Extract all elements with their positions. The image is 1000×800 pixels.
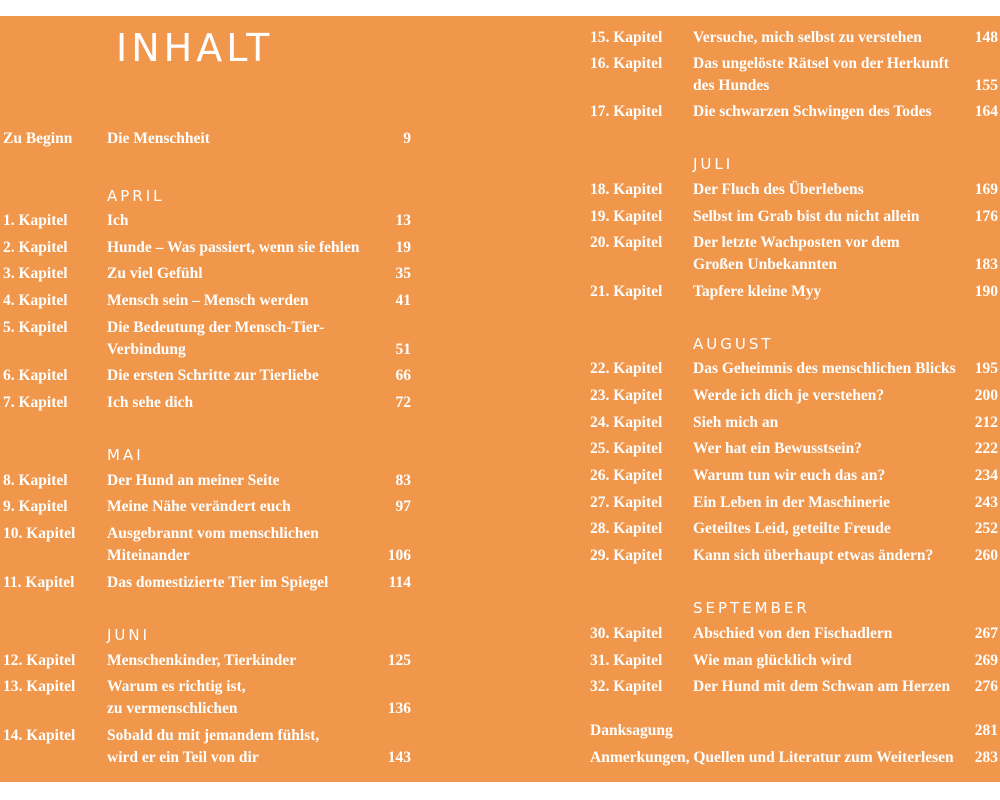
entry-title: Die Menschheit [107,130,210,147]
entry-title: Mensch sein – Mensch werden [107,292,309,309]
entry-label: 16. Kapitel [590,55,663,72]
entry-label: 13. Kapitel [3,678,76,695]
entry-title: Die Bedeutung der Mensch-Tier- [107,319,325,336]
entry-title: Versuche, mich selbst zu verstehen [693,29,922,46]
entry-label: 5. Kapitel [3,319,68,336]
entry-title: Der letzte Wachposten vor dem [693,234,900,251]
section-heading-mai: MAI [107,446,144,464]
entry-label: 31. Kapitel [590,652,663,669]
entry-title: Der Fluch des Überlebens [693,181,864,198]
entry-title: Ich [107,212,129,229]
entry-title: Geteiltes Leid, geteilte Freude [693,520,891,537]
entry-page: 190 [974,283,998,300]
entry-page: 13 [395,212,411,229]
entry-page: 66 [395,367,411,384]
entry-label: 14. Kapitel [3,727,76,744]
entry-title-continued: des Hundes [693,77,770,94]
entry-title: Die schwarzen Schwingen des Todes [693,103,932,120]
entry-title: Hunde – Was passiert, wenn sie fehlen [107,239,360,256]
entry-title: Die ersten Schritte zur Tierliebe [107,367,319,384]
entry-label: 9. Kapitel [3,498,68,515]
entry-title: Sobald du mit jemandem fühlst, [107,727,320,744]
entry-title: Danksagung [590,722,673,739]
entry-page: 281 [974,722,998,739]
entry-title: Zu viel Gefühl [107,265,203,282]
section-heading-september: SEPTEMBER [693,599,810,617]
entry-title: Anmerkungen, Quellen und Literatur zum Weiterlesen [590,749,954,766]
entry-label: Zu Beginn [3,130,73,147]
entry-label: 11. Kapitel [3,574,75,591]
entry-page: 136 [387,700,411,717]
entry-label: 6. Kapitel [3,367,68,384]
entry-page: 9 [403,130,411,147]
entry-page: 83 [395,472,411,489]
entry-page: 200 [974,387,998,404]
entry-page: 155 [974,77,998,94]
section-heading-april: APRIL [107,187,165,205]
entry-title: Werde ich dich je verstehen? [693,387,885,404]
section-heading-august: AUGUST [693,335,774,353]
entry-page: 35 [395,265,411,282]
entry-title-continued: zu vermenschlichen [107,700,238,717]
entry-page: 164 [974,103,998,120]
entry-title: Der Hund an meiner Seite [107,472,280,489]
page-title: INHALT [116,26,274,70]
section-heading-juni: JUNI [107,626,151,644]
entry-title-continued: wird er ein Teil von dir [107,749,259,766]
entry-page: 169 [974,181,998,198]
entry-title: Abschied von den Fischadlern [693,625,893,642]
entry-page: 222 [974,440,998,457]
entry-page: 234 [974,467,998,484]
entry-label: 24. Kapitel [590,414,663,431]
entry-label: 7. Kapitel [3,394,68,411]
entry-title: Sieh mich an [693,414,779,431]
entry-page: 252 [974,520,998,537]
entry-title: Kann sich überhaupt etwas ändern? [693,547,934,564]
entry-label: 30. Kapitel [590,625,663,642]
entry-title: Meine Nähe verändert euch [107,498,291,515]
toc-page [0,16,1000,782]
entry-page: 72 [395,394,411,411]
entry-label: 29. Kapitel [590,547,663,564]
entry-page: 143 [387,749,411,766]
entry-label: 32. Kapitel [590,678,663,695]
entry-label: 18. Kapitel [590,181,663,198]
entry-label: 2. Kapitel [3,239,68,256]
entry-label: 3. Kapitel [3,265,68,282]
entry-page: 243 [974,494,998,511]
entry-label: 8. Kapitel [3,472,68,489]
entry-label: 23. Kapitel [590,387,663,404]
entry-label: 17. Kapitel [590,103,663,120]
entry-title: Das Geheimnis des menschlichen Blicks [693,360,956,377]
entry-title: Menschenkinder, Tierkinder [107,652,297,669]
entry-page: 97 [395,498,411,515]
entry-title: Tapfere kleine Myy [693,283,822,300]
entry-page: 114 [388,574,411,591]
entry-title: Warum es richtig ist, [107,678,246,695]
entry-page: 176 [974,208,998,225]
entry-label: 19. Kapitel [590,208,663,225]
entry-page: 260 [974,547,998,564]
entry-page: 276 [974,678,998,695]
entry-page: 19 [395,239,411,256]
entry-title: Wer hat ein Bewusstsein? [693,440,862,457]
entry-page: 148 [974,29,998,46]
entry-page: 41 [395,292,411,309]
entry-title-continued: Verbindung [107,341,186,358]
entry-label: 26. Kapitel [590,467,663,484]
entry-label: 27. Kapitel [590,494,663,511]
entry-title-continued: Großen Unbekannten [693,256,837,273]
entry-page: 283 [974,749,998,766]
entry-label: 25. Kapitel [590,440,663,457]
entry-title: Das ungelöste Rätsel von der Herkunft [693,55,949,72]
entry-label: 10. Kapitel [3,525,76,542]
entry-title: Selbst im Grab bist du nicht allein [693,208,920,225]
entry-page: 195 [974,360,998,377]
entry-label: 20. Kapitel [590,234,663,251]
entry-label: 1. Kapitel [3,212,68,229]
entry-page: 106 [387,547,411,564]
entry-label: 21. Kapitel [590,283,663,300]
entry-page: 267 [974,625,998,642]
entry-page: 183 [974,256,998,273]
entry-label: 12. Kapitel [3,652,76,669]
entry-page: 212 [974,414,998,431]
entry-title-continued: Miteinander [107,547,190,564]
entry-page: 125 [387,652,411,669]
entry-label: 22. Kapitel [590,360,663,377]
entry-title: Das domestizierte Tier im Spiegel [107,574,329,591]
entry-title: Der Hund mit dem Schwan am Herzen [693,678,951,695]
entry-page: 51 [395,341,411,358]
entry-title: Warum tun wir euch das an? [693,467,886,484]
entry-title: Ausgebrannt vom menschlichen [107,525,319,542]
entry-title: Ein Leben in der Maschinerie [693,494,890,511]
section-heading-juli: JULI [693,155,734,173]
entry-label: 15. Kapitel [590,29,663,46]
entry-label: 28. Kapitel [590,520,663,537]
entry-title: Wie man glücklich wird [693,652,852,669]
entry-title: Ich sehe dich [107,394,194,411]
entry-page: 269 [974,652,998,669]
entry-label: 4. Kapitel [3,292,68,309]
